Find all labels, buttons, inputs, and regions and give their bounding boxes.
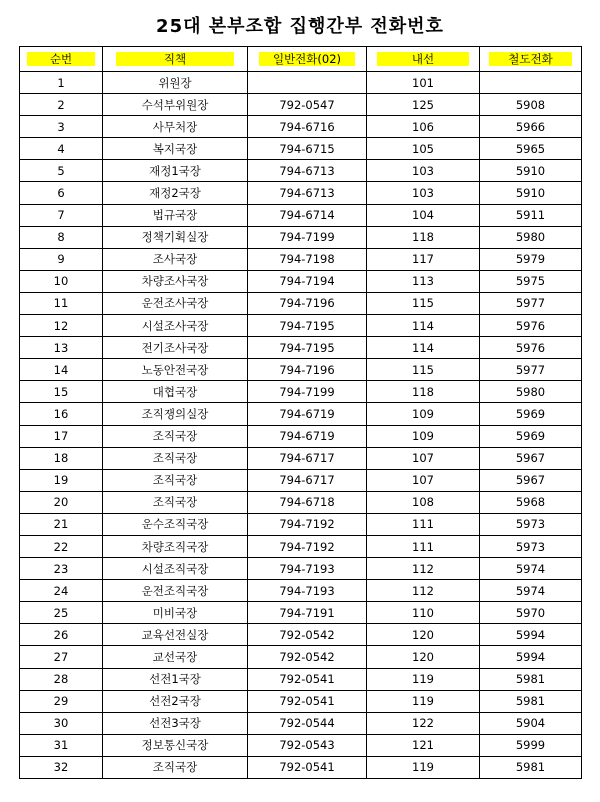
cell-number: 23 [20, 558, 103, 580]
table-row [20, 270, 582, 292]
cell-railway-phone: 5974 [480, 580, 582, 602]
table-row [20, 116, 582, 138]
cell-general-phone: 794-7194 [248, 270, 367, 292]
header-row [20, 47, 582, 72]
cell-railway-phone: 5911 [480, 204, 582, 226]
cell-general-phone: 792-0543 [248, 734, 367, 756]
cell-number: 19 [20, 469, 103, 491]
cell-railway-phone: 5974 [480, 558, 582, 580]
cell-extension: 119 [367, 756, 480, 778]
table-row [20, 381, 582, 403]
cell-general-phone: 792-0541 [248, 690, 367, 712]
cell-railway-phone: 5980 [480, 381, 582, 403]
cell-railway-phone: 5981 [480, 756, 582, 778]
cell-general-phone: 794-6715 [248, 138, 367, 160]
header-label: 내선 [377, 52, 469, 66]
cell-general-phone: 794-7199 [248, 381, 367, 403]
cell-extension: 115 [367, 292, 480, 314]
cell-general-phone: 794-6713 [248, 182, 367, 204]
table-row [20, 646, 582, 668]
table-row [20, 292, 582, 314]
phone-directory-table [19, 46, 582, 779]
cell-railway-phone: 5994 [480, 646, 582, 668]
cell-number: 9 [20, 248, 103, 270]
cell-number: 8 [20, 226, 103, 248]
cell-general-phone: 794-7196 [248, 359, 367, 381]
cell-position: 조직국장 [103, 425, 248, 447]
cell-position: 운수조직국장 [103, 513, 248, 535]
cell-position: 시설조사국장 [103, 315, 248, 337]
cell-number: 30 [20, 712, 103, 734]
cell-extension: 122 [367, 712, 480, 734]
cell-general-phone: 794-6719 [248, 403, 367, 425]
cell-extension: 118 [367, 381, 480, 403]
cell-extension: 103 [367, 182, 480, 204]
header-cell-railway-phone [480, 47, 582, 72]
cell-railway-phone: 5968 [480, 491, 582, 513]
header-label: 순번 [27, 52, 94, 66]
cell-position: 정보통신국장 [103, 734, 248, 756]
table-row [20, 469, 582, 491]
cell-extension: 120 [367, 624, 480, 646]
cell-position: 재정1국장 [103, 160, 248, 182]
cell-position: 교선국장 [103, 646, 248, 668]
cell-extension: 109 [367, 425, 480, 447]
cell-position: 조직국장 [103, 447, 248, 469]
cell-railway-phone: 5967 [480, 447, 582, 469]
cell-extension: 113 [367, 270, 480, 292]
table-row [20, 734, 582, 756]
cell-extension: 118 [367, 226, 480, 248]
cell-number: 7 [20, 204, 103, 226]
cell-railway-phone: 5977 [480, 359, 582, 381]
cell-number: 3 [20, 116, 103, 138]
cell-extension: 114 [367, 337, 480, 359]
table-row [20, 447, 582, 469]
cell-railway-phone: 5994 [480, 624, 582, 646]
cell-number: 24 [20, 580, 103, 602]
cell-general-phone: 794-6716 [248, 116, 367, 138]
cell-extension: 120 [367, 646, 480, 668]
table-row [20, 138, 582, 160]
cell-position: 대협국장 [103, 381, 248, 403]
header-cell-number [20, 47, 103, 72]
cell-general-phone: 794-7192 [248, 535, 367, 557]
cell-position: 정책기획실장 [103, 226, 248, 248]
cell-position: 재정2국장 [103, 182, 248, 204]
cell-position: 복지국장 [103, 138, 248, 160]
cell-railway-phone: 5969 [480, 403, 582, 425]
cell-general-phone: 794-6714 [248, 204, 367, 226]
cell-general-phone: 794-7195 [248, 337, 367, 359]
cell-number: 13 [20, 337, 103, 359]
table-row [20, 580, 582, 602]
table-row [20, 160, 582, 182]
cell-railway-phone: 5973 [480, 535, 582, 557]
cell-railway-phone: 5976 [480, 315, 582, 337]
header-cell-general-phone [248, 47, 367, 72]
cell-position: 선전2국장 [103, 690, 248, 712]
cell-extension: 104 [367, 204, 480, 226]
cell-general-phone: 794-6719 [248, 425, 367, 447]
cell-railway-phone: 5969 [480, 425, 582, 447]
cell-extension: 111 [367, 513, 480, 535]
cell-extension: 108 [367, 491, 480, 513]
cell-railway-phone: 5965 [480, 138, 582, 160]
table-row [20, 182, 582, 204]
cell-extension: 125 [367, 94, 480, 116]
page-title: 25대 본부조합 집행간부 전화번호 [156, 16, 444, 37]
cell-railway-phone: 5977 [480, 292, 582, 314]
cell-number: 5 [20, 160, 103, 182]
cell-number: 10 [20, 270, 103, 292]
cell-number: 26 [20, 624, 103, 646]
cell-position: 차량조직국장 [103, 535, 248, 557]
cell-general-phone: 794-6717 [248, 447, 367, 469]
cell-position: 노동안전국장 [103, 359, 248, 381]
cell-extension: 103 [367, 160, 480, 182]
cell-number: 11 [20, 292, 103, 314]
cell-number: 14 [20, 359, 103, 381]
cell-extension: 117 [367, 248, 480, 270]
cell-number: 2 [20, 94, 103, 116]
cell-general-phone: 794-7193 [248, 558, 367, 580]
cell-general-phone: 792-0542 [248, 624, 367, 646]
header-cell-extension [367, 47, 480, 72]
cell-railway-phone: 5966 [480, 116, 582, 138]
cell-position: 사무처장 [103, 116, 248, 138]
cell-position: 조사국장 [103, 248, 248, 270]
cell-position: 차량조사국장 [103, 270, 248, 292]
cell-number: 28 [20, 668, 103, 690]
cell-number: 21 [20, 513, 103, 535]
cell-extension: 112 [367, 558, 480, 580]
cell-number: 32 [20, 756, 103, 778]
cell-number: 29 [20, 690, 103, 712]
cell-extension: 112 [367, 580, 480, 602]
cell-position: 선전3국장 [103, 712, 248, 734]
table-row [20, 425, 582, 447]
cell-railway-phone: 5975 [480, 270, 582, 292]
cell-railway-phone: 5981 [480, 690, 582, 712]
cell-general-phone: 792-0541 [248, 756, 367, 778]
table-row [20, 248, 582, 270]
table-row [20, 72, 582, 94]
cell-general-phone: 792-0547 [248, 94, 367, 116]
cell-position: 미비국장 [103, 602, 248, 624]
cell-extension: 107 [367, 469, 480, 491]
cell-general-phone: 794-7198 [248, 248, 367, 270]
cell-extension: 119 [367, 690, 480, 712]
cell-number: 1 [20, 72, 103, 94]
cell-extension: 114 [367, 315, 480, 337]
cell-extension: 121 [367, 734, 480, 756]
cell-extension: 119 [367, 668, 480, 690]
cell-railway-phone: 5973 [480, 513, 582, 535]
cell-position: 운전조직국장 [103, 580, 248, 602]
table-row [20, 690, 582, 712]
cell-general-phone: 792-0541 [248, 668, 367, 690]
cell-general-phone: 794-7193 [248, 580, 367, 602]
cell-general-phone: 794-7191 [248, 602, 367, 624]
table-row [20, 315, 582, 337]
table-row [20, 94, 582, 116]
cell-extension: 111 [367, 535, 480, 557]
cell-position: 선전1국장 [103, 668, 248, 690]
cell-general-phone: 794-7196 [248, 292, 367, 314]
cell-number: 27 [20, 646, 103, 668]
cell-general-phone: 794-7192 [248, 513, 367, 535]
cell-position: 위원장 [103, 72, 248, 94]
cell-general-phone [248, 72, 367, 94]
cell-position: 법규국장 [103, 204, 248, 226]
cell-position: 조직국장 [103, 469, 248, 491]
cell-general-phone: 792-0542 [248, 646, 367, 668]
cell-extension: 110 [367, 602, 480, 624]
cell-extension: 107 [367, 447, 480, 469]
cell-extension: 106 [367, 116, 480, 138]
table-row [20, 204, 582, 226]
cell-general-phone: 794-6713 [248, 160, 367, 182]
cell-railway-phone: 5967 [480, 469, 582, 491]
cell-extension: 101 [367, 72, 480, 94]
header-cell-position [103, 47, 248, 72]
cell-number: 6 [20, 182, 103, 204]
cell-number: 4 [20, 138, 103, 160]
cell-railway-phone: 5976 [480, 337, 582, 359]
table-row [20, 602, 582, 624]
cell-number: 16 [20, 403, 103, 425]
cell-railway-phone: 5999 [480, 734, 582, 756]
cell-number: 18 [20, 447, 103, 469]
cell-number: 22 [20, 535, 103, 557]
cell-railway-phone: 5910 [480, 182, 582, 204]
cell-position: 조직쟁의실장 [103, 403, 248, 425]
cell-number: 31 [20, 734, 103, 756]
cell-position: 운전조사국장 [103, 292, 248, 314]
table-row [20, 624, 582, 646]
table-row [20, 513, 582, 535]
cell-position: 시설조직국장 [103, 558, 248, 580]
cell-number: 12 [20, 315, 103, 337]
cell-position: 교육선전실장 [103, 624, 248, 646]
cell-position: 조직국장 [103, 491, 248, 513]
table-row [20, 403, 582, 425]
header-label: 직책 [116, 52, 234, 66]
cell-general-phone: 794-7195 [248, 315, 367, 337]
cell-general-phone: 794-6718 [248, 491, 367, 513]
cell-extension: 109 [367, 403, 480, 425]
table-row [20, 535, 582, 557]
table-row [20, 668, 582, 690]
cell-railway-phone: 5981 [480, 668, 582, 690]
table-row [20, 558, 582, 580]
table-row [20, 712, 582, 734]
cell-general-phone: 792-0544 [248, 712, 367, 734]
header-label: 철도전화 [489, 52, 572, 66]
table-row [20, 337, 582, 359]
cell-number: 15 [20, 381, 103, 403]
cell-number: 20 [20, 491, 103, 513]
table-row [20, 756, 582, 778]
cell-general-phone: 794-6717 [248, 469, 367, 491]
cell-railway-phone: 5970 [480, 602, 582, 624]
cell-railway-phone: 5910 [480, 160, 582, 182]
cell-railway-phone: 5979 [480, 248, 582, 270]
table-row [20, 491, 582, 513]
cell-position: 수석부위원장 [103, 94, 248, 116]
cell-railway-phone: 5980 [480, 226, 582, 248]
cell-position: 조직국장 [103, 756, 248, 778]
table-row [20, 359, 582, 381]
cell-general-phone: 794-7199 [248, 226, 367, 248]
cell-number: 17 [20, 425, 103, 447]
cell-railway-phone: 5908 [480, 94, 582, 116]
cell-number: 25 [20, 602, 103, 624]
cell-extension: 105 [367, 138, 480, 160]
cell-position: 전기조사국장 [103, 337, 248, 359]
header-label: 일반전화(02) [259, 52, 356, 66]
cell-extension: 115 [367, 359, 480, 381]
table-row [20, 226, 582, 248]
cell-railway-phone: 5904 [480, 712, 582, 734]
cell-railway-phone [480, 72, 582, 94]
